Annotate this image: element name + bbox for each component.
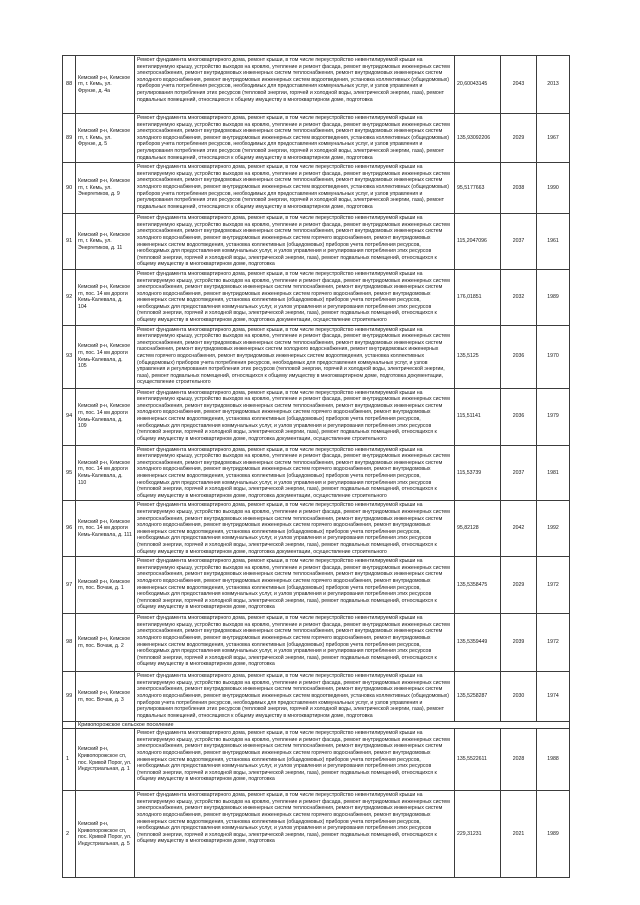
built-year-cell: 1992	[537, 501, 570, 557]
amount-cell: 229,31231	[455, 791, 501, 878]
works-cell: Ремонт фундамента многоквартирного дома, ремонт крыши, в том числе переустройство невентилируемой крыши на вентилируемую крышу, устройство выходов на кровлю, утепление и ремонт фасада, ремонт внутридомовых инженерных систем электроснабжения, ремонт внутридомовых инженерных систем теплоснабжения, ремонт внутридомовых инженерных систем холодного водоснабжения, ремонт внутридомовых инженерных систем горячего водоснабжения, ремонт внутридомовых инженерных систем водоотведения, установка коллективных (общедомовых) приборов учета потребления ресурсов, необходимых для предоставления коммунальных услуг, и узлов управления и регулирования потребления этих ресурсов (тепловой энергии, горячей и холодной воды, электрической энергии, газа), ремонт подвальных помещений, относящихся к общему имуществу в многоквартирном доме, подготовка	[135, 791, 455, 878]
works-cell: Ремонт фундамента многоквартирного дома, ремонт крыши, в том числе переустройство невентилируемой крыши на вентилируемую крышу, устройство выходов на кровлю, утепление и ремонт фасада, ремонт внутридомовых инженерных систем электроснабжения, ремонт внутридомовых инженерных систем теплоснабжения, ремонт внутридомовых инженерных систем холодного водоснабжения, ремонт внутридомовых инженерных систем горячего водоснабжения, ремонт внутридомовых инженерных систем водоотведения, установка коллективных (общедомовых) приборов учета потребления ресурсов, необходимых для предоставления коммунальных услуг, и узлов управления и регулирования потребления этих ресурсов (тепловой энергии, горячей и холодной воды, электрической энергии, газа), ремонт подвальных помещений, относящихся к общему имуществу в многоквартирном доме, подготовка	[135, 729, 455, 791]
amount-cell: 20,60043145	[455, 56, 501, 114]
built-year-cell: 2013	[537, 56, 570, 114]
repair-year-cell: 2036	[501, 325, 537, 388]
row-number: 92	[63, 269, 76, 325]
repair-year-cell: 2042	[501, 501, 537, 557]
address-cell: Кемский р-н, Кемское гп, пос. Вочаж, д. 3	[76, 672, 135, 722]
row-number: 88	[63, 56, 76, 114]
repair-year-cell: 2029	[501, 114, 537, 163]
amount-cell: 95,82128	[455, 501, 501, 557]
address-cell: Кемский р-н, Кемское гп, г. Кемь, ул. Энергетиков, д. 9	[76, 163, 135, 214]
address-cell: Кемский р-н, Кемское гп, пос. 14 км дороги Кемь-Калевала, д. 109	[76, 388, 135, 445]
address-cell: Кемский р-н, Кемское гп, г. Кемь, ул. Фрунзе, д. 4а	[76, 56, 135, 114]
table-row	[63, 614, 570, 672]
built-year-cell: 1974	[537, 672, 570, 722]
repair-year-cell: 2037	[501, 445, 537, 501]
repair-year-cell: 2028	[501, 729, 537, 791]
repair-year-cell: 2021	[501, 791, 537, 878]
table-row	[63, 791, 570, 878]
address-cell: Кемский р-н, Кривопорожское сп, пос. Кривой Порог, ул. Индустриальная, д. 1	[76, 729, 135, 791]
row-number: 93	[63, 325, 76, 388]
address-cell: Кемский р-н, Кемское гп, пос. 14 км дороги Кемь-Калевала, д. 105	[76, 325, 135, 388]
amount-cell: 135,5125	[455, 325, 501, 388]
repair-year-cell: 2032	[501, 269, 537, 325]
works-cell: Ремонт фундамента многоквартирного дома, ремонт крыши, в том числе переустройство невентилируемой крыши на вентилируемую крышу, устройство выходов на кровлю, утепление и ремонт фасада, ремонт внутридомовых инженерных систем электроснабжения, ремонт внутридомовых инженерных систем теплоснабжения, ремонт внутридомовых инженерных систем холодного водоснабжения, ремонт внутридомовых инженерных систем водоотведения, установка коллективных (общедомовых) приборов учета потребления ресурсов, необходимых для предоставления коммунальных услуг, и узлов управления и регулирования потребления этих ресурсов (тепловой энергии, горячей и холодной воды, электрической энергии, газа), ремонт подвальных помещений, относящихся к общему имуществу в многоквартирном доме, подготовка	[135, 163, 455, 214]
address-cell: Кемский р-н, Кемское гп, пос. Вочаж, д. 2	[76, 614, 135, 672]
built-year-cell: 1970	[537, 325, 570, 388]
row-number: 96	[63, 501, 76, 557]
table-row	[63, 214, 570, 270]
table-row	[63, 557, 570, 614]
address-cell: Кемский р-н, Кемское гп, г. Кемь, ул. Фрунзе, д. 5	[76, 114, 135, 163]
row-number: 2	[63, 791, 76, 878]
address-cell: Кемский р-н, Кемское гп, пос. 14 км дороги Кемь-Калевала, д. 104	[76, 269, 135, 325]
repair-year-cell: 2029	[501, 557, 537, 614]
amount-cell: 115,2047096	[455, 214, 501, 270]
built-year-cell: 1961	[537, 214, 570, 270]
row-number: 98	[63, 614, 76, 672]
table-row	[63, 325, 570, 388]
capital-repair-table	[62, 55, 570, 878]
works-cell: Ремонт фундамента многоквартирного дома, ремонт крыши, в том числе переустройство невентилируемой крыши на вентилируемую крышу, устройство выходов на кровлю, утепление и ремонт фасада, ремонт внутридомовых инженерных систем электроснабжения, ремонт внутридомовых инженерных систем теплоснабжения, ремонт внутридомовых инженерных систем холодного водоснабжения, ремонт внутридомовых инженерных систем горячего водоснабжения, ремонт внутридомовых инженерных систем водоотведения, установка коллективных (общедомовых) приборов учета потребления ресурсов, необходимых для предоставления коммунальных услуг, и узлов управления и регулирования потребления этих ресурсов (тепловой энергии, горячей и холодной воды, электрической энергии, газа), ремонт подвальных помещений, относящихся к общему имуществу в многоквартирном доме, подготовка	[135, 214, 455, 270]
row-number: 94	[63, 388, 76, 445]
row-number: 99	[63, 672, 76, 722]
section-title: Кривопорожское сельское поселение	[76, 722, 570, 729]
built-year-cell: 1972	[537, 614, 570, 672]
table-row	[63, 445, 570, 501]
row-number: 95	[63, 445, 76, 501]
address-cell: Кемский р-н, Кемское гп, г. Кемь, ул. Энергетиков, д. 11	[76, 214, 135, 270]
section-header-row	[63, 722, 570, 729]
repair-year-cell: 2039	[501, 614, 537, 672]
built-year-cell: 1989	[537, 791, 570, 878]
amount-cell: 176,01851	[455, 269, 501, 325]
table-row	[63, 163, 570, 214]
address-cell: Кемский р-н, Кемское гп, пос. 14 км дороги Кемь-Калевала, д. 111	[76, 501, 135, 557]
works-cell: Ремонт фундамента многоквартирного дома, ремонт крыши, в том числе переустройство невентилируемой крыши на вентилируемую крышу, устройство выходов на кровлю, утепление и ремонт фасада, ремонт внутридомовых инженерных систем электроснабжения, ремонт внутридомовых инженерных систем теплоснабжения, ремонт внутридомовых инженерных систем холодного водоснабжения, ремонт внутридомовых инженерных систем горячего водоснабжения, ремонт внутридомовых инженерных систем водоотведения, установка коллективных (общедомовых) приборов учета потребления ресурсов, необходимых для предоставления коммунальных услуг, и узлов управления и регулирования потребления этих ресурсов (тепловой энергии, горячей и холодной воды, электрической энергии, газа), ремонт подвальных помещений, относящихся к общему имуществу в многоквартирном доме, подготовка документации, осуществление строительного	[135, 388, 455, 445]
works-cell: Ремонт фундамента многоквартирного дома, ремонт крыши, в том числе переустройство невентилируемой крыши на вентилируемую крышу, устройство выходов на кровлю, утепление и ремонт фасада, ремонт внутридомовых инженерных систем электроснабжения, ремонт внутридомовых инженерных систем теплоснабжения, ремонт внутридомовых инженерных систем холодного водоснабжения, ремонт внутридомовых инженерных систем горячего водоснабжения, ремонт внутридомовых инженерных систем водоотведения, установка коллективных (общедомовых) приборов учета потребления ресурсов, необходимых для предоставления коммунальных услуг, и узлов управления и регулирования потребления этих ресурсов (тепловой энергии, горячей и холодной воды, электрической энергии, газа), ремонт подвальных помещений, относящихся к общему имуществу в многоквартирном доме, подготовка документации, осуществление строительного	[135, 501, 455, 557]
works-cell: Ремонт фундамента многоквартирного дома, ремонт крыши, в том числе переустройство невентилируемой крыши на вентилируемую крышу, устройство выходов на кровлю, утепление и ремонт фасада, ремонт внутридомовых инженерных систем электроснабжения, ремонт внутридомовых инженерных систем теплоснабжения, ремонт внутридомовых инженерных систем холодного водоснабжения, ремонт внутридомовых инженерных систем водоотведения, установка коллективных (общедомовых) приборов учета потребления ресурсов, необходимых для предоставления коммунальных услуг, и узлов управления и регулирования потребления этих ресурсов (тепловой энергии, горячей и холодной воды, электрической энергии, газа), ремонт подвальных помещений, относящихся к общему имуществу в многоквартирном доме, подготовка	[135, 672, 455, 722]
amount-cell: 95,5177663	[455, 163, 501, 214]
amount-cell: 135,5258287	[455, 672, 501, 722]
amount-cell: 135,5359449	[455, 614, 501, 672]
table-row	[63, 501, 570, 557]
built-year-cell: 1972	[537, 557, 570, 614]
built-year-cell: 1967	[537, 114, 570, 163]
amount-cell: 135,5358475	[455, 557, 501, 614]
amount-cell: 135,5522611	[455, 729, 501, 791]
works-cell: Ремонт фундамента многоквартирного дома, ремонт крыши, в том числе переустройство невентилируемой крыши на вентилируемую крышу, устройство выходов на кровлю, утепление и ремонт фасада, ремонт внутридомовых инженерных систем электроснабжения, ремонт внутридомовых инженерных систем теплоснабжения, ремонт внутридомовых инженерных систем холодного водоснабжения, ремонт внутридомовых инженерных систем горячего водоснабжения, ремонт внутридомовых инженерных систем водоотведения, установка коллективных (общедомовых) приборов учета потребления ресурсов, необходимых для предоставления коммунальных услуг, и узлов управления и регулирования потребления этих ресурсов (тепловой энергии, горячей и холодной воды, электрической энергии, газа), ремонт подвальных помещений, относящихся к общему имуществу в многоквартирном доме, подготовка	[135, 614, 455, 672]
row-number: 97	[63, 557, 76, 614]
repair-year-cell: 2030	[501, 672, 537, 722]
repair-year-cell: 2036	[501, 388, 537, 445]
works-cell: Ремонт фундамента многоквартирного дома, ремонт крыши, в том числе переустройство невентилируемой крыши на вентилируемую крышу, устройство выходов на кровлю, утепление и ремонт фасада, ремонт внутридомовых инженерных систем электроснабжения, ремонт внутридомовых инженерных систем теплоснабжения, ремонт внутридомовых инженерных систем холодного водоснабжения, ремонт внутридомовых инженерных систем горячего водоснабжения, ремонт внутридомовых инженерных систем водоотведения, установка коллективных (общедомовых) приборов учета потребления ресурсов, необходимых для предоставления коммунальных услуг, и узлов управления и регулирования потребления этих ресурсов (тепловой энергии, горячей и холодной воды, электрической энергии, газа), ремонт подвальных помещений, относящихся к общему имуществу в многоквартирном доме, подготовка документации, осуществление строительного	[135, 269, 455, 325]
address-cell: Кемский р-н, Кемское гп, пос. Вочаж, д. 1	[76, 557, 135, 614]
table-row	[63, 269, 570, 325]
amount-cell: 135,93092206	[455, 114, 501, 163]
works-cell: Ремонт фундамента многоквартирного дома, ремонт крыши, в том числе переустройство невентилируемой крыши на вентилируемую крышу, устройство выходов на кровлю, утепление и ремонт фасада, ремонт внутридомовых инженерных систем электроснабжения, ремонт внутридомовых инженерных систем теплоснабжения, ремонт внутридомовых инженерных систем холодного водоснабжения, ремонт внутридомовых инженерных систем водоотведения, установка коллективных (общедомовых) приборов учета потребления ресурсов, необходимых для предоставления коммунальных услуг, и узлов управления и регулирования потребления этих ресурсов (тепловой энергии, горячей и холодной воды, электрической энергии, газа), ремонт подвальных помещений, относящихся к общему имуществу в многоквартирном доме, подготовка	[135, 114, 455, 163]
row-number: 91	[63, 214, 76, 270]
row-number: 89	[63, 114, 76, 163]
table-row	[63, 388, 570, 445]
repair-year-cell: 2037	[501, 214, 537, 270]
table-row	[63, 56, 570, 114]
address-cell: Кемский р-н, Кемское гп, пос. 14 км дороги Кемь-Калевала, д. 110	[76, 445, 135, 501]
row-number: 90	[63, 163, 76, 214]
address-cell: Кемский р-н, Кривопорожское сп, пос. Кривой Порог, ул. Индустриальная, д. 5	[76, 791, 135, 878]
amount-cell: 115,51141	[455, 388, 501, 445]
row-number: 1	[63, 729, 76, 791]
built-year-cell: 1990	[537, 163, 570, 214]
repair-year-cell: 2038	[501, 163, 537, 214]
works-cell: Ремонт фундамента многоквартирного дома, ремонт крыши, в том числе переустройство невентилируемой крыши на вентилируемую крышу, устройство выходов на кровлю, утепление и ремонт фасада, ремонт внутридомовых инженерных систем электроснабжения, ремонт внутридомовых инженерных систем теплоснабжения, ремонт внутридомовых инженерных систем газоснабжения, ремонт внутридомовых инженерных систем холодного водоснабжения, ремонт внутридомовых инженерных систем горячего водоснабжения, ремонт внутридомовых инженерных систем водоотведения, установка коллективных (общедомовых) приборов учета потребления ресурсов, необходимых для предоставления коммунальных услуг, и узлов управления и регулирования потребления этих ресурсов (тепловой энергии, горячей и холодной воды, электрической энергии, газа), ремонт подвальных помещений, относящихся к общему имуществу в многоквартирном доме, подготовка документации, осуществление строительного	[135, 325, 455, 388]
table-row	[63, 729, 570, 791]
built-year-cell: 1981	[537, 445, 570, 501]
works-cell: Ремонт фундамента многоквартирного дома, ремонт крыши, в том числе переустройство невентилируемой крыши на вентилируемую крышу, устройство выходов на кровлю, утепление и ремонт фасада, ремонт внутридомовых инженерных систем электроснабжения, ремонт внутридомовых инженерных систем теплоснабжения, ремонт внутридомовых инженерных систем холодного водоснабжения, ремонт внутридомовых инженерных систем горячего водоснабжения, ремонт внутридомовых инженерных систем водоотведения, установка коллективных (общедомовых) приборов учета потребления ресурсов, необходимых для предоставления коммунальных услуг, и узлов управления и регулирования потребления этих ресурсов (тепловой энергии, горячей и холодной воды, электрической энергии, газа), ремонт подвальных помещений, относящихся к общему имуществу в многоквартирном доме, подготовка	[135, 557, 455, 614]
table-row	[63, 672, 570, 722]
table-body	[63, 56, 570, 878]
built-year-cell: 1979	[537, 388, 570, 445]
built-year-cell: 1988	[537, 729, 570, 791]
repair-year-cell: 2043	[501, 56, 537, 114]
works-cell: Ремонт фундамента многоквартирного дома, ремонт крыши, в том числе переустройство невентилируемой крыши на вентилируемую крышу, устройство выходов на кровлю, утепление и ремонт фасада, ремонт внутридомовых инженерных систем электроснабжения, ремонт внутридомовых инженерных систем теплоснабжения, ремонт внутридомовых инженерных систем холодного водоснабжения, ремонт внутридомовых инженерных систем водоотведения, установка коллективных (общедомовых) приборов учета потребления ресурсов, необходимых для предоставления коммунальных услуг, и узлов управления и регулирования потребления этих ресурсов (тепловой энергии, горячей и холодной воды, электрической энергии, газа), ремонт подвальных помещений, относящихся к общему имуществу в многоквартирном доме, подготовка	[135, 56, 455, 114]
works-cell: Ремонт фундамента многоквартирного дома, ремонт крыши, в том числе переустройство невентилируемой крыши на вентилируемую крышу, устройство выходов на кровлю, утепление и ремонт фасада, ремонт внутридомовых инженерных систем электроснабжения, ремонт внутридомовых инженерных систем теплоснабжения, ремонт внутридомовых инженерных систем холодного водоснабжения, ремонт внутридомовых инженерных систем горячего водоснабжения, ремонт внутридомовых инженерных систем водоотведения, установка коллективных (общедомовых) приборов учета потребления ресурсов, необходимых для предоставления коммунальных услуг, и узлов управления и регулирования потребления этих ресурсов (тепловой энергии, горячей и холодной воды, электрической энергии, газа), ремонт подвальных помещений, относящихся к общему имуществу в многоквартирном доме, подготовка документации, осуществление строительного	[135, 445, 455, 501]
table-row	[63, 114, 570, 163]
section-spacer	[63, 722, 76, 729]
amount-cell: 115,53739	[455, 445, 501, 501]
built-year-cell: 1989	[537, 269, 570, 325]
